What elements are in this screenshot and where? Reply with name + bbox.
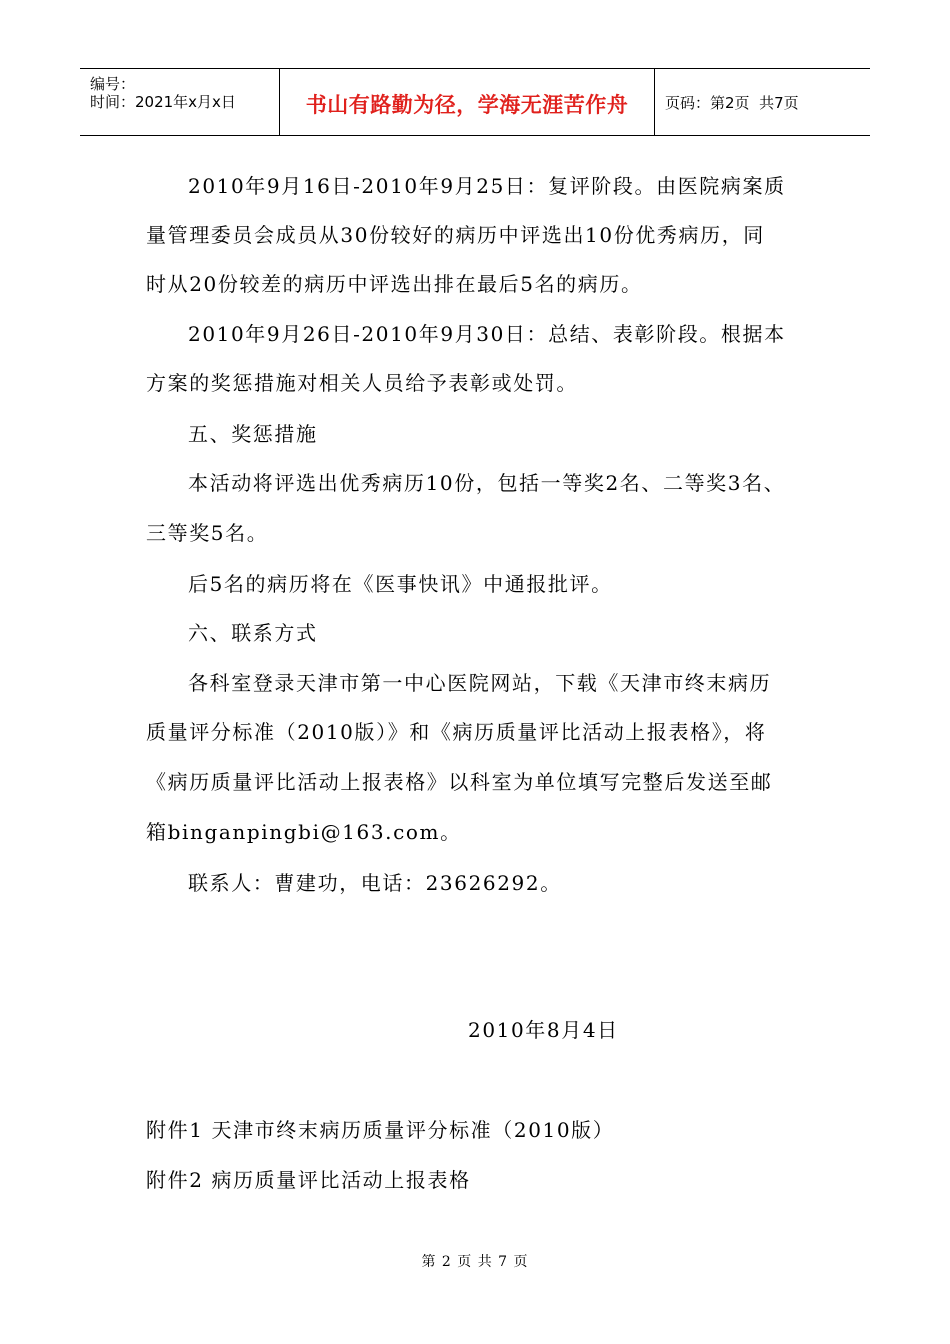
body-line-12: 质量评分标准（2010版）》和《病历质量评比活动上报表格》，将	[146, 720, 767, 744]
body-line-email: 箱binganpingbi@163.com。	[146, 820, 462, 844]
section-heading-contact: 六、联系方式	[188, 621, 318, 645]
header-page-label: 页码：第2页 共7页	[665, 93, 799, 112]
body-line-contact: 联系人：曹建功，电话：23626292。	[188, 871, 562, 895]
document-number-label: 编号：	[90, 75, 136, 93]
body-line-9: 后5名的病历将在《医事快讯》中通报批评。	[188, 572, 613, 596]
header-motto-cell	[280, 69, 655, 135]
attachment-1: 附件1 天津市终末病历质量评分标准（2010版）	[146, 1118, 615, 1142]
header-meta-cell	[80, 69, 280, 135]
body-line-4: 2010年9月26日-2010年9月30日：总结、表彰阶段。根据本	[188, 322, 786, 346]
body-line-1: 2010年9月16日-2010年9月25日：复评阶段。由医院病案质	[188, 174, 786, 198]
body-line-7: 本活动将评选出优秀病历10份，包括一等奖2名、二等奖3名、	[188, 471, 786, 495]
attachment-2: 附件2 病历质量评比活动上报表格	[146, 1168, 471, 1192]
page-footer: 第 2 页 共 7 页	[421, 1254, 529, 1270]
body-line-3: 时从20份较差的病历中评选出排在最后5名的病历。	[146, 272, 643, 296]
header-page-cell	[655, 69, 870, 135]
document-time-label: 时间：2021年x月x日	[90, 93, 236, 111]
section-heading-rewards: 五、奖惩措施	[188, 422, 318, 446]
header-motto: 书山有路勤为径，学海无涯苦作舟	[305, 93, 629, 117]
document-date: 2010年8月4日	[468, 1018, 619, 1042]
body-line-5: 方案的奖惩措施对相关人员给予表彰或处罚。	[146, 371, 578, 395]
body-line-8: 三等奖5名。	[146, 521, 269, 545]
body-line-13: 《病历质量评比活动上报表格》以科室为单位填写完整后发送至邮	[146, 770, 773, 794]
document-header	[80, 68, 870, 136]
body-line-11: 各科室登录天津市第一中心医院网站，下载《天津市终末病历	[188, 671, 772, 695]
body-line-2: 量管理委员会成员从30份较好的病历中评选出10份优秀病历，同	[146, 223, 765, 247]
